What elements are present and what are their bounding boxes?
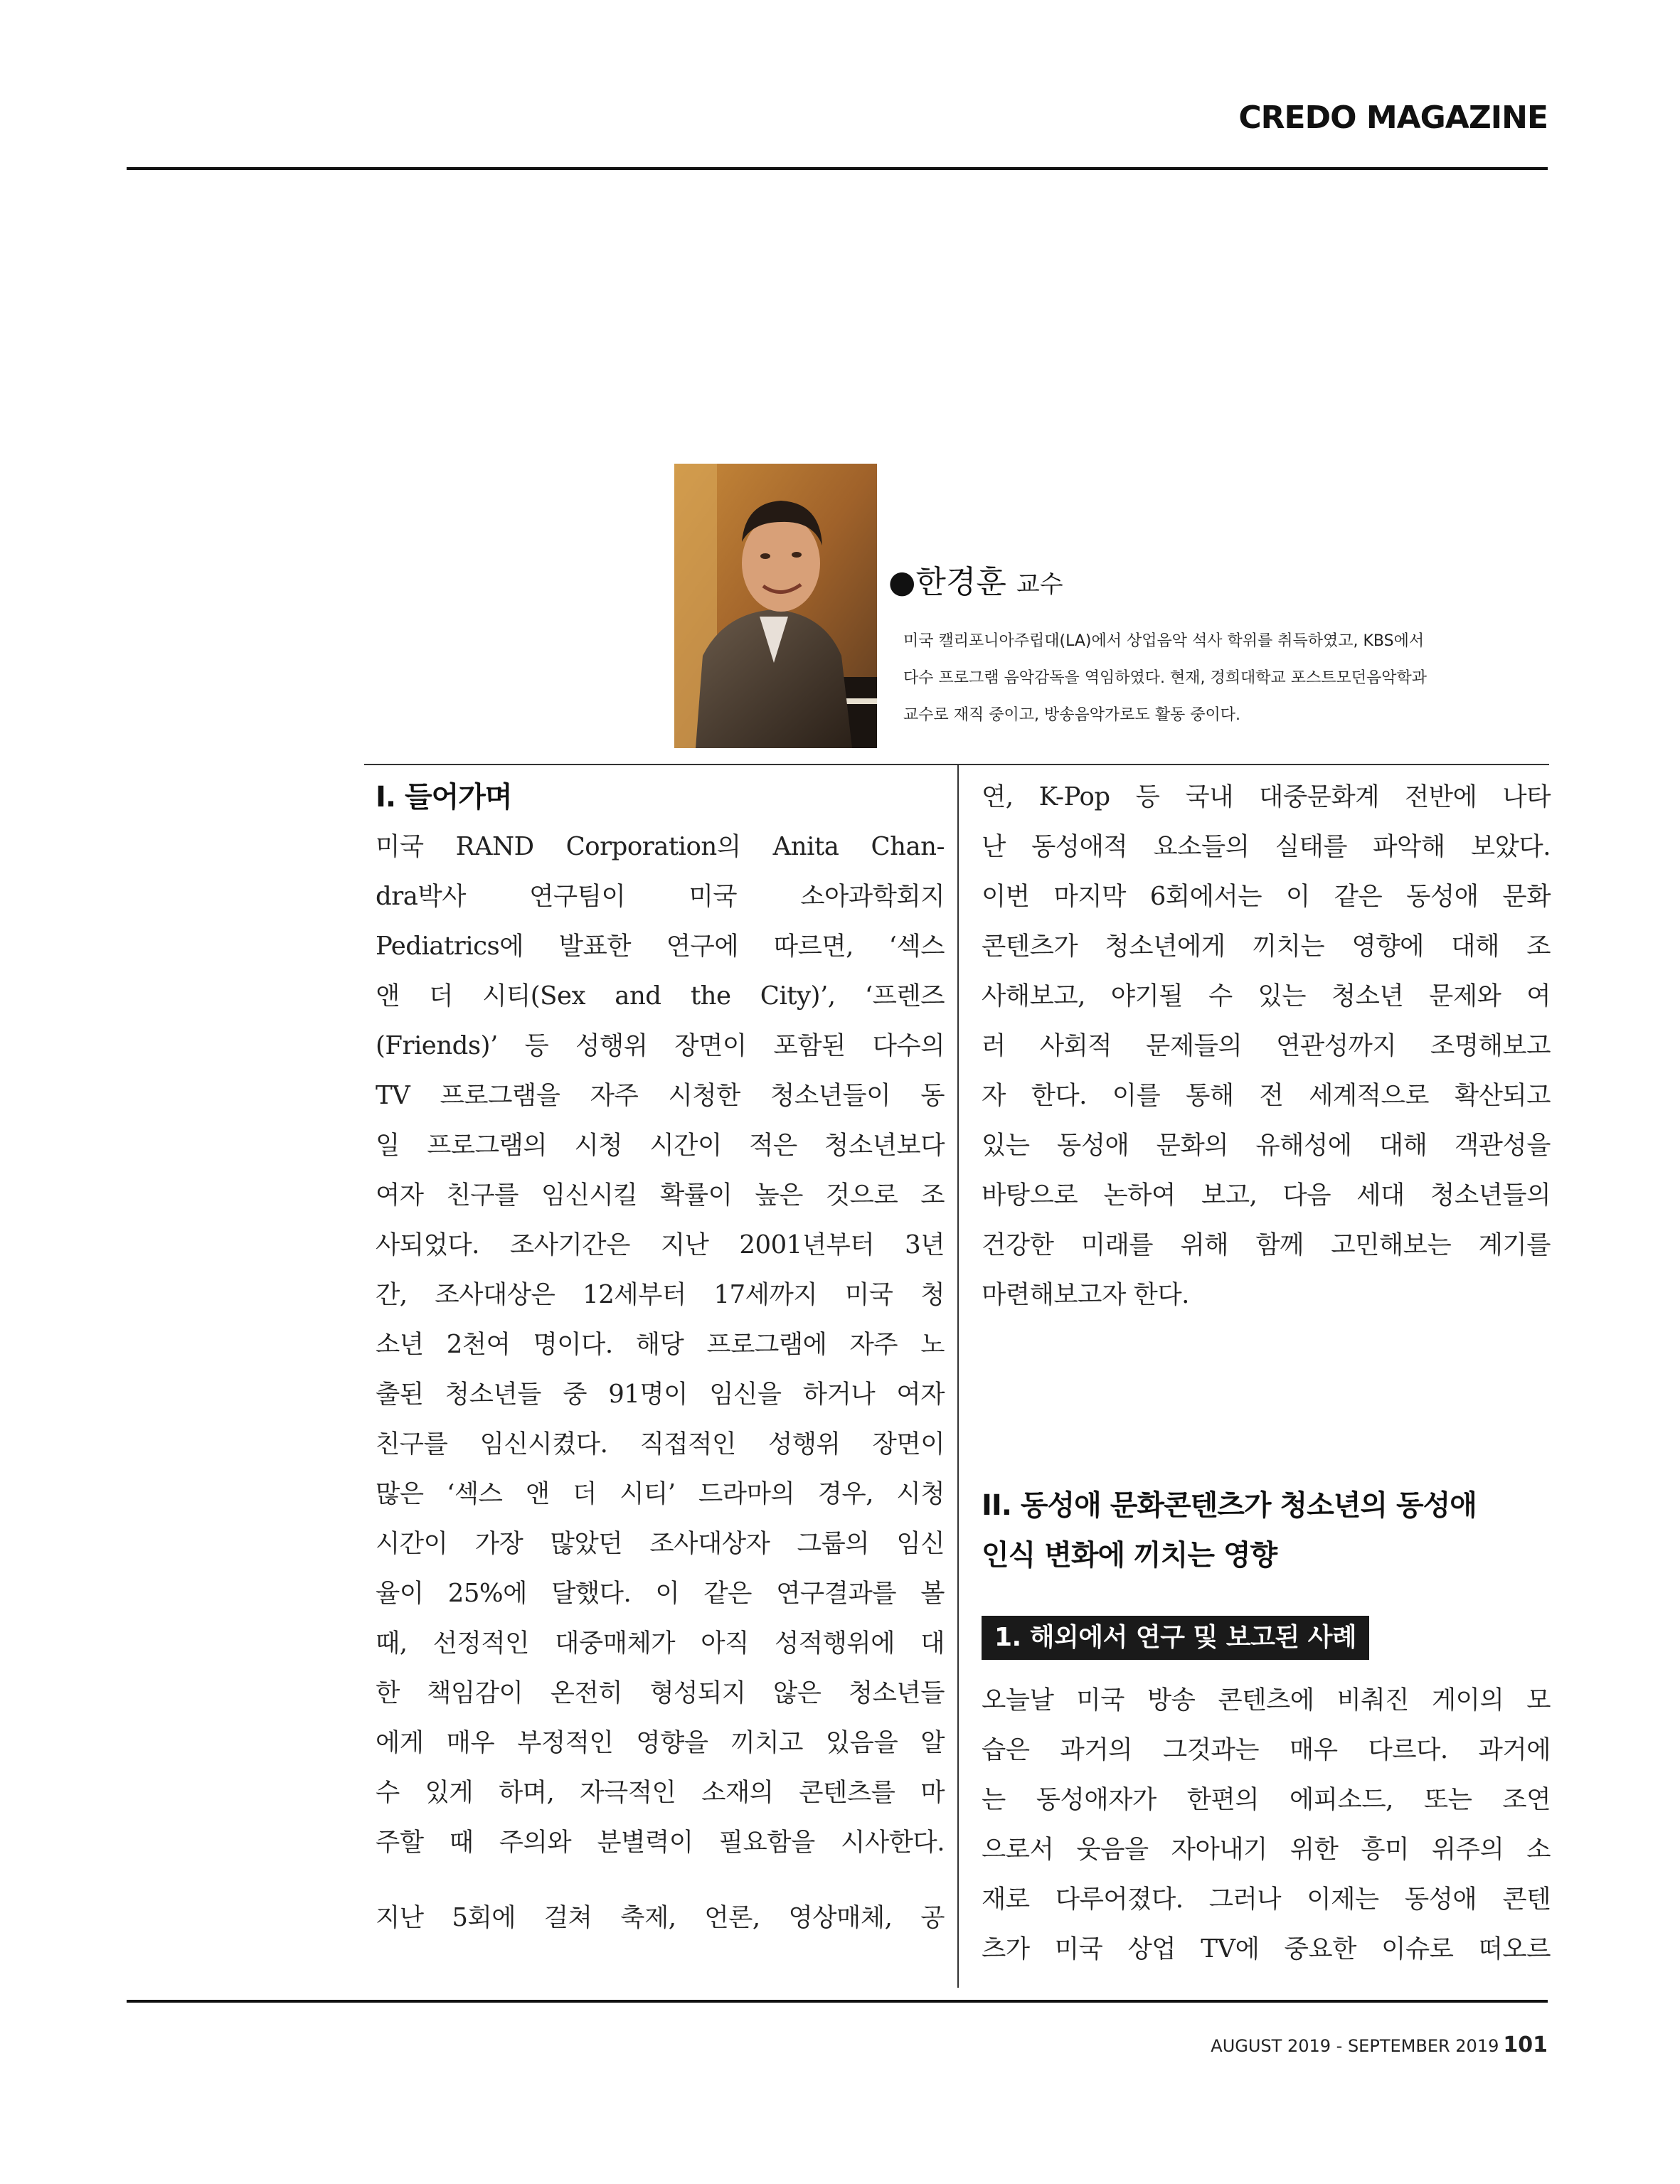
column-top-rule <box>364 764 1549 765</box>
text-line: 에게 매우 부정적인 영향을 끼치고 있음을 알 <box>376 1728 945 1757</box>
column-divider <box>957 765 959 1988</box>
text-line: 츠가 미국 상업 TV에 중요한 이슈로 떠오르 <box>982 1934 1551 1964</box>
section1-heading: I. 들어가며 <box>376 781 512 814</box>
text-line: 으로서 웃음을 자아내기 위한 흥미 위주의 소 <box>982 1835 1551 1864</box>
text-line: 러 사회적 문제들의 연관성까지 조명해보고 <box>982 1031 1551 1060</box>
author-bio-line: 미국 캘리포니아주립대(LA)에서 상업음악 석사 학위를 취득하였고, KBS에서 <box>903 632 1425 650</box>
section2-heading <box>982 1481 1477 1580</box>
text-line: 자 한다. 이를 통해 전 세계적으로 확산되고 <box>982 1081 1551 1110</box>
issue-date: AUGUST 2019 - SEPTEMBER 2019 <box>1211 2036 1499 2056</box>
section1-paragraph1 <box>376 822 945 1868</box>
section2-heading-line: II. 동성애 문화콘텐츠가 청소년의 동성애 <box>982 1489 1477 1522</box>
author-name-text: 한경훈 <box>915 564 1006 600</box>
page-footer <box>1211 2033 1548 2057</box>
section1-paragraph2-start <box>376 1893 945 1943</box>
text-line: 앤 더 시티(Sex and the City)’, ‘프렌즈 <box>376 981 945 1011</box>
author-photo <box>674 464 877 748</box>
bullet-icon: ● <box>888 564 916 600</box>
footer-rule <box>127 2000 1548 2003</box>
text-line: 오늘날 미국 방송 콘텐츠에 비춰진 게이의 모 <box>982 1685 1551 1715</box>
section1-paragraph2-continued <box>982 772 1551 1320</box>
text-line: 미국 RAND Corporation의 Anita Chan- <box>376 832 945 861</box>
text-line: 연, K-Pop 등 국내 대중문화계 전반에 나타 <box>982 782 1551 811</box>
author-name <box>888 556 1063 602</box>
author-bio-line: 다수 프로그램 음악감독을 역임하였다. 현재, 경희대학교 포스트모던음악학과 <box>903 669 1428 687</box>
text-line: 습은 과거의 그것과는 매우 다르다. 과거에 <box>982 1735 1551 1764</box>
text-line: Pediatrics에 발표한 연구에 따르면, ‘섹스 <box>376 932 945 961</box>
text-line: 마련해보고자 한다. <box>982 1280 1189 1309</box>
text-line: 때, 선정적인 대중매체가 아직 성적행위에 대 <box>376 1629 945 1658</box>
author-title: 교수 <box>1016 570 1063 599</box>
text-line: 있는 동성애 문화의 유해성에 대해 객관성을 <box>982 1131 1551 1160</box>
author-portrait-image <box>674 464 877 748</box>
text-line: 여자 친구를 임신시킬 확률이 높은 것으로 조 <box>376 1181 945 1210</box>
text-line: 는 동성애자가 한편의 에피소드, 또는 조연 <box>982 1785 1551 1814</box>
text-line: 사되었다. 조사기간은 지난 2001년부터 3년 <box>376 1230 945 1259</box>
text-line: (Friends)’ 등 성행위 장면이 포함된 다수의 <box>376 1031 945 1060</box>
text-line: 간, 조사대상은 12세부터 17세까지 미국 청 <box>376 1280 945 1309</box>
header-rule <box>127 167 1548 170</box>
text-line: 이번 마지막 6회에서는 이 같은 동성애 문화 <box>982 882 1551 911</box>
author-bio-line: 교수로 재직 중이고, 방송음악가로도 활동 중이다. <box>903 706 1240 724</box>
text-line: 한 책임감이 온전히 형성되지 않은 청소년들 <box>376 1678 945 1708</box>
section2-heading-line: 인식 변화에 끼치는 영향 <box>982 1539 1277 1572</box>
text-line: 수 있게 하며, 자극적인 소재의 콘텐츠를 마 <box>376 1778 945 1807</box>
text-line: 사해보고, 야기될 수 있는 청소년 문제와 여 <box>982 981 1551 1011</box>
text-line: TV 프로그램을 자주 시청한 청소년들이 동 <box>376 1081 945 1110</box>
text-line: dra박사 연구팀이 미국 소아과학회지 <box>376 882 945 911</box>
text-line: 재로 다루어졌다. 그러나 이제는 동성애 콘텐 <box>982 1885 1551 1914</box>
text-line: 시간이 가장 많았던 조사대상자 그룹의 임신 <box>376 1529 945 1558</box>
magazine-masthead: CREDO MAGAZINE <box>1238 100 1548 136</box>
text-line: 출된 청소년들 중 91명이 임신을 하거나 여자 <box>376 1380 945 1409</box>
text-line: 지난 5회에 걸쳐 축제, 언론, 영상매체, 공 <box>376 1903 945 1932</box>
text-line: 소년 2천여 명이다. 해당 프로그램에 자주 노 <box>376 1330 945 1359</box>
text-line: 율이 25%에 달했다. 이 같은 연구결과를 볼 <box>376 1579 945 1608</box>
text-line: 바탕으로 논하여 보고, 다음 세대 청소년들의 <box>982 1181 1551 1210</box>
text-line: 난 동성애적 요소들의 실태를 파악해 보았다. <box>982 832 1551 861</box>
text-line: 친구를 임신시켰다. 직접적인 성행위 장면이 <box>376 1429 945 1459</box>
text-line: 주할 때 주의와 분별력이 필요함을 시사한다. <box>376 1828 945 1857</box>
author-bio <box>903 623 1558 734</box>
text-line: 많은 ‘섹스 앤 더 시티’ 드라마의 경우, 시청 <box>376 1479 945 1508</box>
text-line: 일 프로그램의 시청 시간이 적은 청소년보다 <box>376 1131 945 1160</box>
section2-paragraph <box>982 1676 1551 1974</box>
text-line: 건강한 미래를 위해 함께 고민해보는 계기를 <box>982 1230 1551 1259</box>
section2-subheading: 1. 해외에서 연구 및 보고된 사례 <box>982 1616 1369 1660</box>
page-number: 101 <box>1503 2033 1548 2057</box>
text-line: 콘텐츠가 청소년에게 끼치는 영향에 대해 조 <box>982 932 1551 961</box>
